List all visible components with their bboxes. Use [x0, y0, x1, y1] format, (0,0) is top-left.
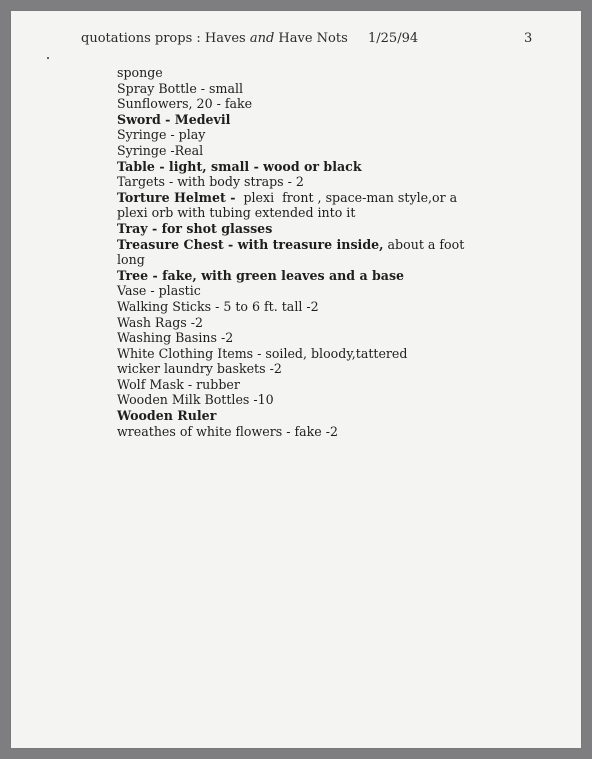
list-item — [117, 268, 477, 284]
list-item-text: wicker laundry baskets -2 — [117, 361, 282, 377]
list-item — [117, 112, 477, 128]
list-item-text: Tree - fake, with green leaves and a base — [117, 267, 405, 283]
header-title-part-b: Have Nots — [278, 31, 348, 46]
list-item — [117, 252, 477, 268]
list-item — [117, 81, 477, 97]
list-item — [117, 205, 477, 221]
list-item-text: Walking Sticks - 5 to 6 ft. tall -2 — [117, 298, 319, 314]
list-item-text: Wash Rags -2 — [117, 314, 204, 330]
list-item-text: Sunflowers, 20 - fake — [117, 96, 253, 112]
list-item-text: Tray - for shot glasses — [117, 220, 273, 236]
props-list — [117, 65, 477, 439]
list-item-text: Table - light, small - wood or black — [117, 158, 362, 174]
list-item-text: Vase - plastic — [117, 283, 201, 299]
header-title-part-a: quotations props : Haves — [81, 31, 246, 46]
list-item-text: Targets - with body straps - 2 — [117, 174, 304, 190]
list-item — [117, 143, 477, 159]
list-item — [117, 221, 477, 237]
list-item — [117, 377, 477, 393]
list-item — [117, 346, 477, 362]
list-item — [117, 299, 477, 315]
list-item — [117, 315, 477, 331]
list-item — [117, 283, 477, 299]
list-item-text: Wooden Ruler — [117, 408, 217, 424]
list-item — [117, 96, 477, 112]
list-item — [117, 127, 477, 143]
list-item — [117, 361, 477, 377]
list-item-text: Washing Basins -2 — [117, 330, 234, 346]
list-item — [117, 330, 477, 346]
list-item-text: Sword - Medevil — [117, 111, 231, 127]
header-title — [81, 31, 348, 46]
list-item-text: sponge — [117, 65, 163, 80]
list-item-text: Torture Helmet - — [117, 189, 236, 205]
list-item-text: Treasure Chest - with treasure inside, — [117, 236, 384, 252]
list-item — [117, 424, 477, 440]
list-item-text: wreathes of white flowers - fake -2 — [117, 423, 339, 439]
header-date: 1/25/94 — [368, 31, 419, 46]
list-item-text: long — [117, 252, 145, 268]
list-item — [117, 408, 477, 424]
page-number: 3 — [524, 31, 533, 46]
list-item — [117, 174, 477, 190]
header-title-and: and — [249, 31, 275, 46]
list-item-text: Wolf Mask - rubber — [117, 376, 240, 392]
list-item — [117, 392, 477, 408]
list-item-text: Spray Bottle - small — [117, 80, 244, 96]
list-item-text: Syringe -Real — [117, 142, 204, 158]
list-item — [117, 190, 477, 206]
list-item — [117, 159, 477, 175]
list-item — [117, 237, 477, 253]
list-item-text: Syringe - play — [117, 127, 206, 143]
list-item-text: Wooden Milk Bottles -10 — [117, 392, 274, 408]
list-item-text: plexi orb with tubing extended into it — [117, 205, 356, 221]
list-item-text: White Clothing Items - soiled, bloody,tattered — [117, 345, 408, 361]
list-item-text-rest: about a foot — [383, 236, 465, 252]
list-item-text-rest: plexi front , space-man style,or a — [235, 189, 458, 205]
stray-mark — [47, 57, 49, 59]
document-page — [11, 11, 581, 748]
list-item — [117, 65, 477, 81]
